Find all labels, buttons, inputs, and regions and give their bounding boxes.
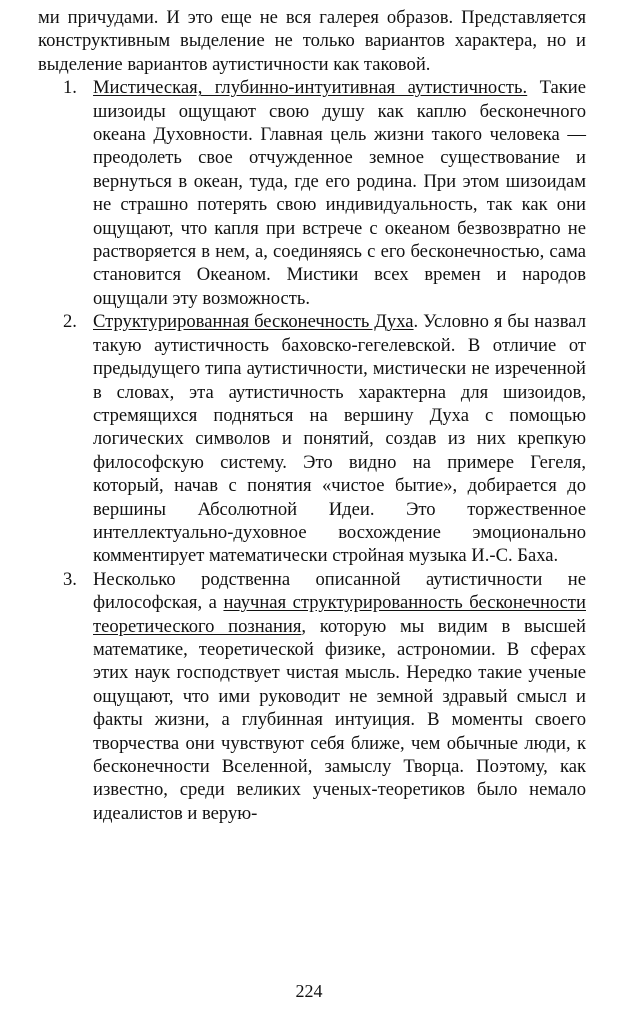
item-text: , которую мы видим в высшей математике, теоретической физике, астрономии. В сферах этих наук господствует чистая мысль. Нередко такие ученые ощущают, что ими руководит не земной здравый смысл и факты жизни, а глубинная интуиция. В моменты своего творчества они чувствуют себя ближе, чем обычные люди, к бесконечности Вселенной, замыслу Творца. Поэтому, как известно, среди великих ученых-теоретиков было немало идеалистов и верую- [93, 615, 586, 824]
page-body [38, 6, 586, 825]
list-item [38, 568, 586, 825]
list-item [38, 310, 586, 567]
item-title: Мистическая, глубинно-интуитивная аутистичность. [93, 77, 528, 99]
item-number: 1. [63, 77, 77, 99]
item-number: 2. [63, 311, 77, 333]
item-title: Структурированная бесконечность Духа [93, 311, 414, 333]
item-number: 3. [63, 568, 77, 590]
item-text-before: Несколько родственна описанной аутистичности не философская, а [93, 568, 586, 614]
item-title: научная структурированность бесконечности теоретического познания [93, 592, 586, 637]
item-text: Такие шизоиды ощущают свою душу как каплю бесконечного океана Духовности. Главная цель жизни такого человека — преодолеть свое отчужденное земное существование и вернуться в океан, туда, где его родина. При этом шизоидам не страшно потерять свою индивидуальность, так как они ощущают, что капля при встрече с океаном безвозвратно не растворяется в нем, а, соединяясь с его бесконечностью, сама становится Океаном. Мистики всех времен и народов ощущали эту возможность. [93, 77, 587, 309]
intro-paragraph: ми причудами. И это еще не вся галерея образов. Представляется конструктивным выделение не только вариантов характера, но и выделение вариантов аутистичности как таковой. [38, 7, 586, 75]
page-number: 224 [295, 981, 323, 1001]
autism-variants-list [38, 76, 586, 825]
item-text: . Условно я бы назвал такую аутистичность баховско-гегелевской. В отличие от предыдущего типа аутистичности, мистически не изреченной в словах, эта аутистичность характерна для шизоидов, стремящихся подняться на вершину Духа с помощью логических символов и понятий, создав из них крепкую философскую систему. Это видно на примере Гегеля, который, начав с понятия «чистое бытие», добирается до вершины Абсолютной Идеи. Это торжественное интеллектуально-духовное восхождение эмоционально комментирует математически стройная музыка И.-С. Баха. [93, 311, 586, 567]
list-item [38, 76, 586, 310]
